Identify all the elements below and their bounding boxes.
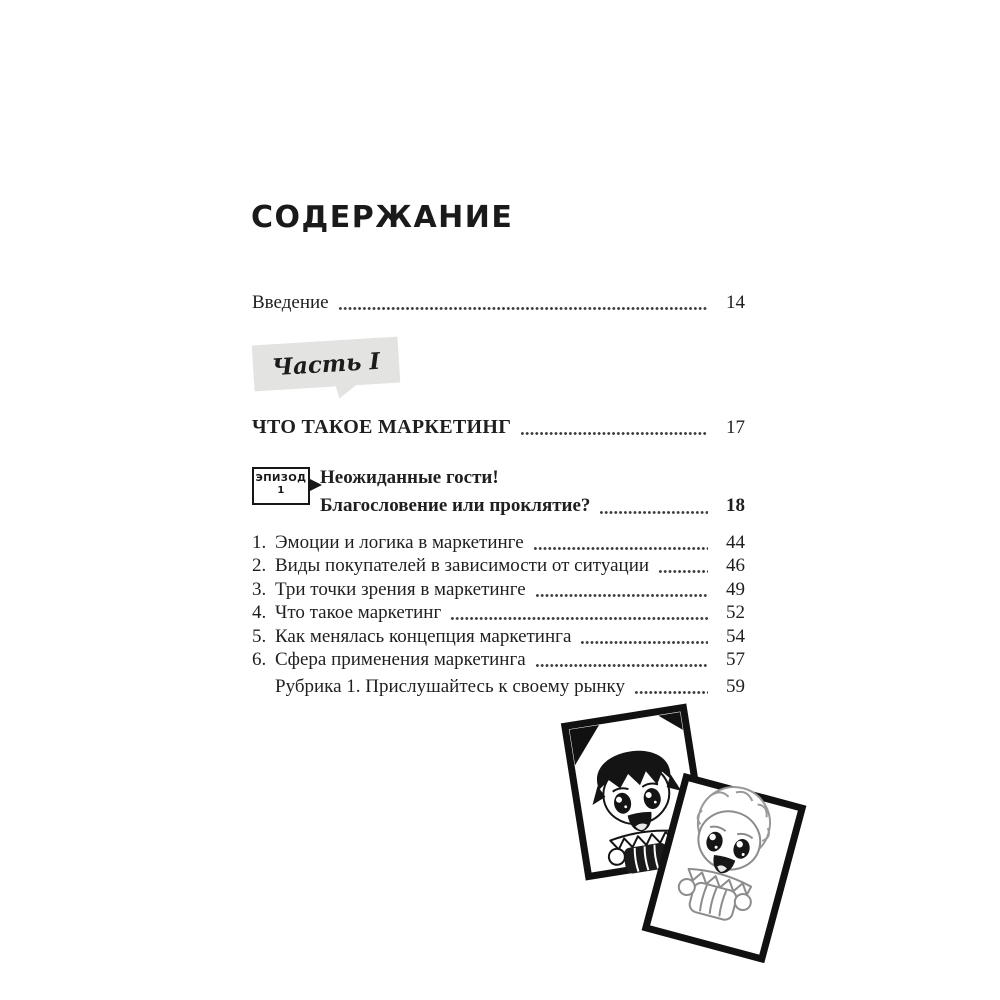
episode-page: 18	[726, 495, 745, 516]
rubric-label: Рубрика 1. Прислушайтесь к своему рынку	[275, 676, 625, 697]
toc-item-page: 57	[726, 649, 745, 670]
episode-title-line1: Неожиданные гости!	[320, 467, 499, 488]
toc-item-number: 2.	[252, 555, 267, 576]
toc-intro-label: Введение	[252, 292, 329, 313]
page-title: СОДЕРЖАНИЕ	[251, 200, 514, 235]
toc-item-row	[252, 531, 745, 554]
dot-leader	[658, 569, 708, 574]
part-badge-label: Часть I	[271, 347, 381, 381]
rubric-page: 59	[726, 676, 745, 697]
toc-item-number: 5.	[252, 626, 267, 647]
toc-item-page: 54	[726, 626, 745, 647]
toc-item-number: 4.	[252, 602, 267, 623]
episode-badge-number: 1	[277, 485, 285, 496]
toc-item-number: 3.	[252, 579, 267, 600]
toc-item-page: 46	[726, 555, 745, 576]
toc-item-label: Эмоции и логика в маркетинге	[275, 532, 524, 553]
toc-item-row	[252, 625, 745, 648]
dot-leader	[580, 640, 708, 645]
toc-intro-page: 14	[726, 292, 745, 313]
dot-leader	[533, 546, 708, 551]
dot-leader	[599, 510, 708, 515]
dot-leader	[450, 616, 708, 621]
toc-item-page: 52	[726, 602, 745, 623]
toc-part-page: 17	[726, 417, 745, 438]
toc-item-label: Как менялась концепция маркетинга	[275, 626, 572, 647]
toc-item-row	[252, 554, 745, 577]
episode-badge-word: ЭПИЗОД	[255, 473, 307, 484]
part-badge-bubble	[252, 337, 401, 392]
toc-item-number: 1.	[252, 532, 267, 553]
dot-leader	[535, 593, 708, 598]
toc-item-row	[252, 578, 745, 601]
toc-item-label: Что такое маркетинг	[275, 602, 442, 623]
toc-item-label: Виды покупателей в зависимости от ситуации	[275, 555, 650, 576]
dot-leader	[338, 306, 708, 311]
dot-leader	[535, 663, 708, 668]
toc-item-label: Сфера применения маркетинга	[275, 649, 526, 670]
toc-item-row	[252, 601, 745, 624]
episode-badge	[252, 467, 310, 505]
toc-row-intro	[252, 291, 745, 314]
episode-title-line2: Благословение или проклятие?	[320, 495, 591, 516]
toc-item-row	[252, 648, 745, 671]
dot-leader	[520, 431, 708, 436]
toc-item-label: Три точки зрения в маркетинге	[275, 579, 526, 600]
manga-illustration	[548, 688, 813, 980]
toc-row-part	[252, 416, 745, 439]
toc-item-number: 6.	[252, 649, 267, 670]
toc-row-episode	[320, 466, 745, 518]
toc-item-page: 44	[726, 532, 745, 553]
toc-item-page: 49	[726, 579, 745, 600]
toc-part-label: ЧТО ТАКОЕ МАРКЕТИНГ	[252, 416, 512, 438]
